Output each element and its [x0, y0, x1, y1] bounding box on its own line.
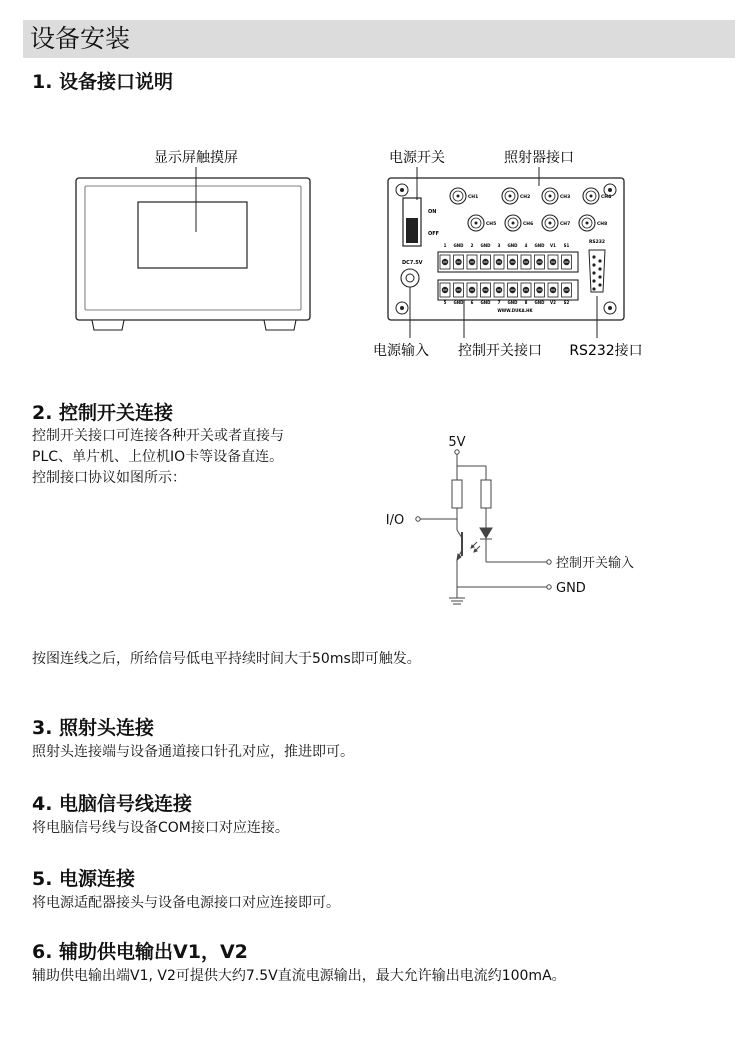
rs232-port	[589, 250, 605, 292]
rs232-panel-label: RS232	[588, 240, 606, 245]
terminal-label: S2	[563, 300, 570, 305]
channel-label: CH5	[486, 222, 497, 227]
power-switch-label: 电源开关	[389, 150, 445, 166]
terminal-label: GND	[507, 300, 518, 305]
channel-label: CH1	[468, 195, 479, 200]
control-circuit-diagram	[386, 435, 634, 604]
device-back-panel	[373, 149, 643, 359]
screen-label: 显示屏触摸屏	[154, 150, 238, 166]
section-2-note: 按图连线之后，所给信号低电平持续时间大于50ms即可触发。	[32, 651, 421, 667]
terminal-label: GND	[480, 243, 491, 248]
terminal-label: GND	[453, 243, 464, 248]
channel-label: CH3	[560, 195, 571, 200]
terminal-label: GND	[480, 300, 491, 305]
switch-off-label: OFF	[428, 231, 440, 237]
terminal-label: 4	[524, 243, 528, 248]
channel-label: CH4	[601, 195, 612, 200]
v5-label: 5V	[448, 435, 466, 450]
section-2-body-line2: PLC、单片机、上位机IO卡等设备直连。	[32, 449, 284, 465]
led	[480, 528, 492, 538]
terminal-label: GND	[453, 300, 464, 305]
channel-label: CH2	[520, 195, 531, 200]
device-front-view	[76, 149, 310, 330]
terminal-label: S1	[563, 243, 570, 248]
terminal-label: GND	[534, 243, 545, 248]
control-port-label: 控制开关接口	[458, 343, 542, 359]
terminal-label: 8	[524, 300, 528, 305]
section-4-heading: 4. 电脑信号线连接	[32, 793, 193, 815]
section-2-body-line3: 控制接口协议如图所示：	[32, 470, 186, 486]
section-2-heading: 2. 控制开关连接	[32, 402, 174, 424]
terminal-label: V1	[550, 243, 556, 248]
light-port-label: 照射器接口	[504, 150, 574, 166]
device-foot-left	[92, 320, 124, 330]
power-input-label: 电源输入	[373, 343, 429, 359]
section-4-body: 将电脑信号线与设备COM接口对应连接。	[32, 820, 289, 836]
terminal-label: 3	[497, 243, 501, 248]
resistor-1	[452, 480, 462, 508]
section-2-body-line1: 控制开关接口可连接各种开关或者直接与	[32, 428, 284, 444]
terminal-label: 2	[470, 243, 474, 248]
page-title: 设备安装	[30, 24, 131, 53]
terminal-label: 6	[470, 300, 474, 305]
terminal-label: 5	[443, 300, 447, 305]
resistor-2	[481, 480, 491, 508]
channel-label: CH7	[560, 222, 571, 227]
ctrl-in-label: 控制开关输入	[556, 556, 635, 571]
section-1-heading: 1. 设备接口说明	[32, 71, 174, 93]
device-foot-right	[264, 320, 296, 330]
terminal-label: 7	[497, 300, 501, 305]
terminal-label: GND	[507, 243, 518, 248]
rs232-label: RS232接口	[569, 343, 643, 359]
terminal-label: 1	[443, 243, 447, 248]
switch-on-label: ON	[428, 209, 437, 215]
power-switch-rocker	[406, 218, 418, 243]
io-label: I/O	[385, 513, 405, 528]
website-label: WWW.DUKA.HK	[497, 308, 533, 313]
terminal-label: V2	[550, 300, 556, 305]
channel-label: CH8	[597, 222, 608, 227]
dc-label: DC7.5V	[402, 260, 423, 266]
section-6-body: 辅助供电输出端V1, V2可提供大约7.5V直流电源输出，最大允许输出电流约100mA。	[32, 968, 566, 984]
terminal-label: GND	[534, 300, 545, 305]
section-5-heading: 5. 电源连接	[32, 868, 136, 890]
channel-label: CH6	[523, 222, 534, 227]
gnd-label: GND	[556, 581, 586, 596]
section-3-heading: 3. 照射头连接	[32, 717, 155, 739]
section-3-body: 照射头连接端与设备通道接口针孔对应，推进即可。	[32, 744, 354, 760]
section-5-body: 将电源适配器接头与设备电源接口对应连接即可。	[32, 895, 340, 911]
display-screen	[138, 202, 247, 268]
section-6-heading: 6. 辅助供电输出V1，V2	[32, 941, 248, 963]
